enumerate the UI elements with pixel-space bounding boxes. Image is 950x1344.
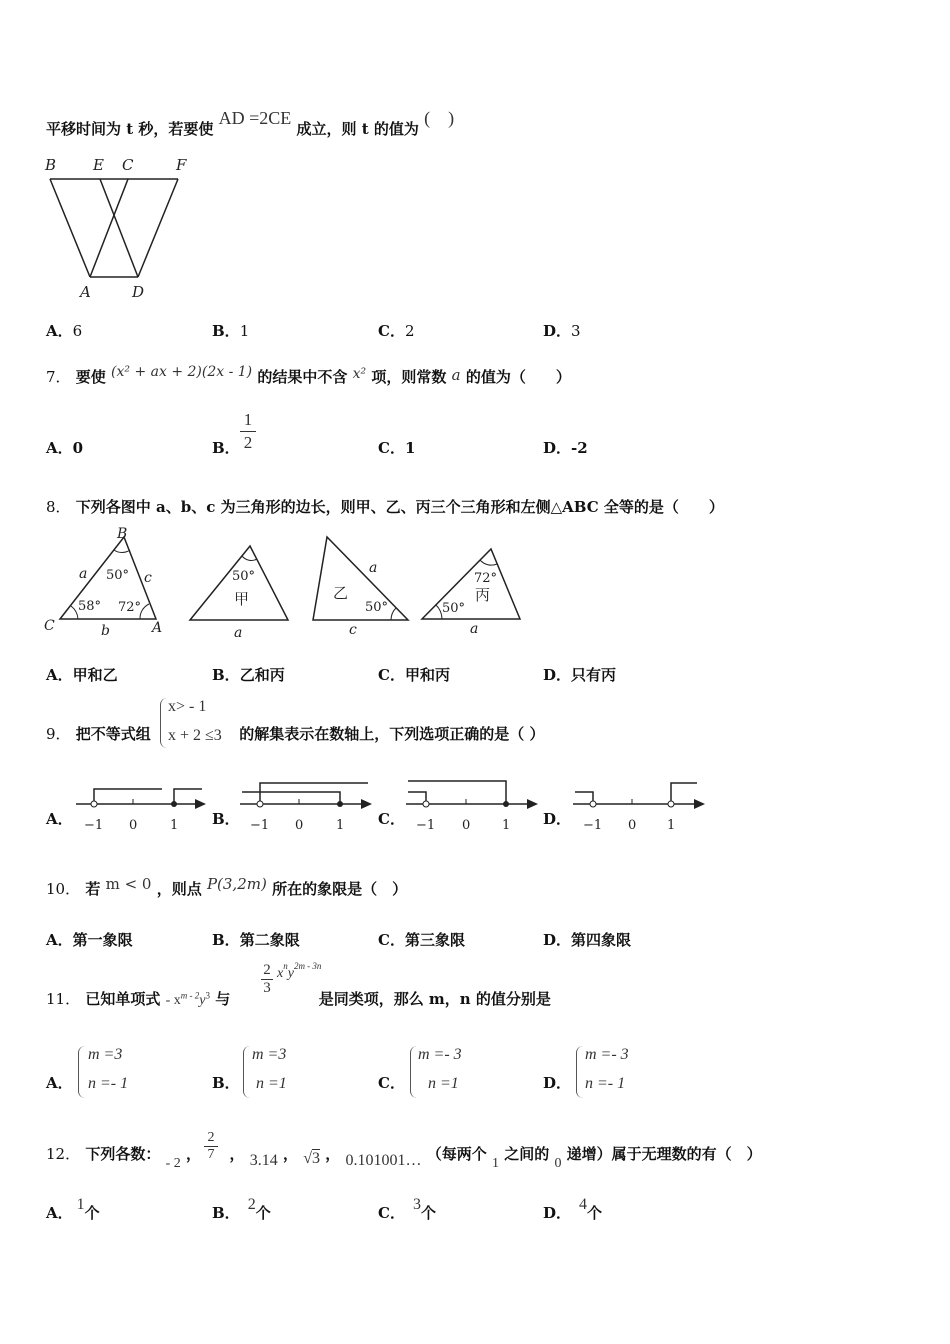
q9-number-line-a[interactable]	[74, 778, 208, 836]
q8-triangle-yi	[305, 534, 417, 642]
q10-stem: 10． 若 m < 0 ，则点 P(3,2m) 所在的象限是（ ）	[46, 875, 408, 898]
q8-triangle-jia	[185, 538, 295, 642]
q10-option-b[interactable]: B．第二象限	[212, 931, 300, 949]
q9-option-d[interactable]: D．	[543, 810, 572, 828]
q6-option-a[interactable]: A．6	[46, 322, 83, 340]
q6-option-b[interactable]: B．1	[212, 322, 250, 340]
svg-text:58°: 58°	[78, 599, 102, 614]
svg-text:乙: 乙	[333, 584, 349, 602]
q9-option-c[interactable]: C．	[378, 810, 405, 828]
q9-stem: 9． 把不等式组 的解集表示在数轴上，下列选项正确的是（ ）	[46, 725, 545, 743]
q11-monomial-2: $\frac{2}{3}$ $x^ny^{2m - 3n}$	[261, 962, 321, 997]
q12-option-c[interactable]: C． 3个	[378, 1196, 436, 1222]
svg-text:50°: 50°	[232, 569, 256, 584]
svg-text:c: c	[349, 622, 357, 638]
svg-text:b: b	[101, 623, 110, 639]
q10-condition: m < 0	[105, 875, 152, 893]
svg-text:1: 1	[336, 818, 345, 833]
q12-fraction: 2 7	[204, 1130, 218, 1163]
q10-option-c[interactable]: C．第三象限	[378, 931, 465, 949]
svg-text:−1: −1	[84, 818, 104, 833]
q11-option-a[interactable]: A．	[46, 1074, 73, 1092]
svg-text:甲: 甲	[234, 590, 250, 608]
svg-text:50°: 50°	[365, 600, 389, 615]
q6-stem-suffix: 成立，则 t 的值为	[296, 120, 419, 138]
q12-sqrt3: √3	[303, 1150, 320, 1167]
svg-text:C: C	[44, 618, 55, 634]
q6-formula: AD =2CE	[218, 108, 292, 128]
q9-number-line-c[interactable]	[404, 778, 540, 836]
q6-option-c[interactable]: C．2	[378, 322, 415, 340]
q6-label-b: B	[45, 156, 57, 174]
q12-number: 12．	[46, 1145, 81, 1163]
svg-text:0: 0	[628, 818, 637, 833]
q8-option-b[interactable]: B．乙和丙	[212, 666, 285, 684]
q9-number-line-b[interactable]	[238, 778, 374, 836]
svg-text:丙: 丙	[475, 586, 491, 604]
q12-stem: 12． 下列各数： - 2 ， ， 3.14 ， √3 ， 0.101001… （每两个 1 之间的 0 递增）属于无理数的有（ ）	[46, 1145, 762, 1171]
q8-number: 8．	[46, 498, 71, 516]
q6-paren: ( )	[424, 108, 455, 128]
q6-label-d: D	[132, 283, 145, 301]
q9-number-line-d[interactable]	[571, 778, 707, 836]
svg-text:a: a	[234, 625, 243, 641]
svg-text:−1: −1	[583, 818, 603, 833]
q9-inequality-1: x> - 1	[168, 698, 207, 715]
q6-trapezoid-figure	[40, 152, 210, 302]
q6-stem	[46, 108, 455, 140]
svg-text:50°: 50°	[106, 568, 130, 583]
svg-text:a: a	[79, 566, 88, 582]
q7-option-a[interactable]: A．0	[46, 439, 84, 457]
q7-option-b-fraction: 1 2	[240, 410, 256, 453]
svg-text:−1: −1	[250, 818, 270, 833]
svg-text:0: 0	[129, 818, 138, 833]
q12-option-a[interactable]: A． 1个	[46, 1196, 100, 1222]
q6-label-a: A	[80, 283, 91, 301]
q8-stem: 8． 下列各图中 a、b、c 为三角形的边长，则甲、乙、丙三个三角形和左侧△ABC 全等的是（ ）	[46, 498, 724, 516]
q9-option-b[interactable]: B．	[212, 810, 240, 828]
q8-option-d[interactable]: D．只有丙	[543, 666, 617, 684]
q8-option-a[interactable]: A．甲和乙	[46, 666, 118, 684]
q10-point: P(3,2m)	[206, 875, 267, 893]
q6-label-f: F	[176, 156, 187, 174]
svg-text:A: A	[152, 620, 163, 636]
q11-option-c[interactable]: C．	[378, 1074, 405, 1092]
q7-option-b[interactable]: B．	[212, 439, 240, 457]
q11-monomial-1: - $x^{m - 2}y^3$	[165, 990, 210, 1008]
q10-option-d[interactable]: D．第四象限	[543, 931, 632, 949]
svg-text:0: 0	[462, 818, 471, 833]
q6-option-d[interactable]: D．3	[543, 322, 581, 340]
q8-triangle-abc	[40, 522, 170, 642]
q6-stem-prefix: 平移时间为 t 秒，若要使	[46, 120, 214, 138]
q9-number: 9．	[46, 725, 71, 743]
q11-stem: 11． 已知单项式 - $x^{m - 2}y^3$ 与 是同类项，那么 m，n 的值分别是	[46, 990, 551, 1008]
q10-option-a[interactable]: A．第一象限	[46, 931, 133, 949]
q7-option-d[interactable]: D．-2	[543, 439, 588, 457]
q9-inequality-2: x + 2 ≤3	[168, 727, 222, 744]
svg-text:50°: 50°	[442, 601, 466, 616]
svg-text:72°: 72°	[474, 571, 498, 586]
q8-triangle-bing	[418, 540, 528, 640]
svg-text:−1: −1	[416, 818, 436, 833]
q10-number: 10．	[46, 880, 81, 898]
q7-formula: (x² + ax + 2)(2x - 1)	[111, 364, 253, 380]
svg-text:0: 0	[295, 818, 304, 833]
q6-label-e: E	[93, 156, 104, 174]
svg-text:1: 1	[170, 818, 179, 833]
svg-text:B: B	[117, 526, 128, 542]
q9-option-a[interactable]: A．	[46, 810, 73, 828]
q7-stem: 7． 要使 (x² + ax + 2)(2x - 1) 的结果中不含 x² 项，则常数 a 的值为（ ）	[46, 364, 571, 386]
q8-option-c[interactable]: C．甲和丙	[378, 666, 450, 684]
svg-text:c: c	[144, 570, 152, 586]
svg-text:a: a	[470, 621, 479, 637]
q11-option-d[interactable]: D．	[543, 1074, 572, 1092]
q12-option-d[interactable]: D． 4个	[543, 1196, 603, 1222]
q12-option-b[interactable]: B． 2个	[212, 1196, 271, 1222]
q9-system-brace	[160, 698, 167, 748]
svg-text:1: 1	[502, 818, 511, 833]
q6-label-c: C	[122, 156, 134, 174]
q11-option-b[interactable]: B．	[212, 1074, 240, 1092]
svg-text:72°: 72°	[118, 600, 142, 615]
svg-text:a: a	[369, 560, 378, 576]
q11-number: 11．	[46, 990, 81, 1008]
q7-option-c[interactable]: C．1	[378, 439, 416, 457]
q7-number: 7．	[46, 368, 71, 386]
svg-text:1: 1	[667, 818, 676, 833]
